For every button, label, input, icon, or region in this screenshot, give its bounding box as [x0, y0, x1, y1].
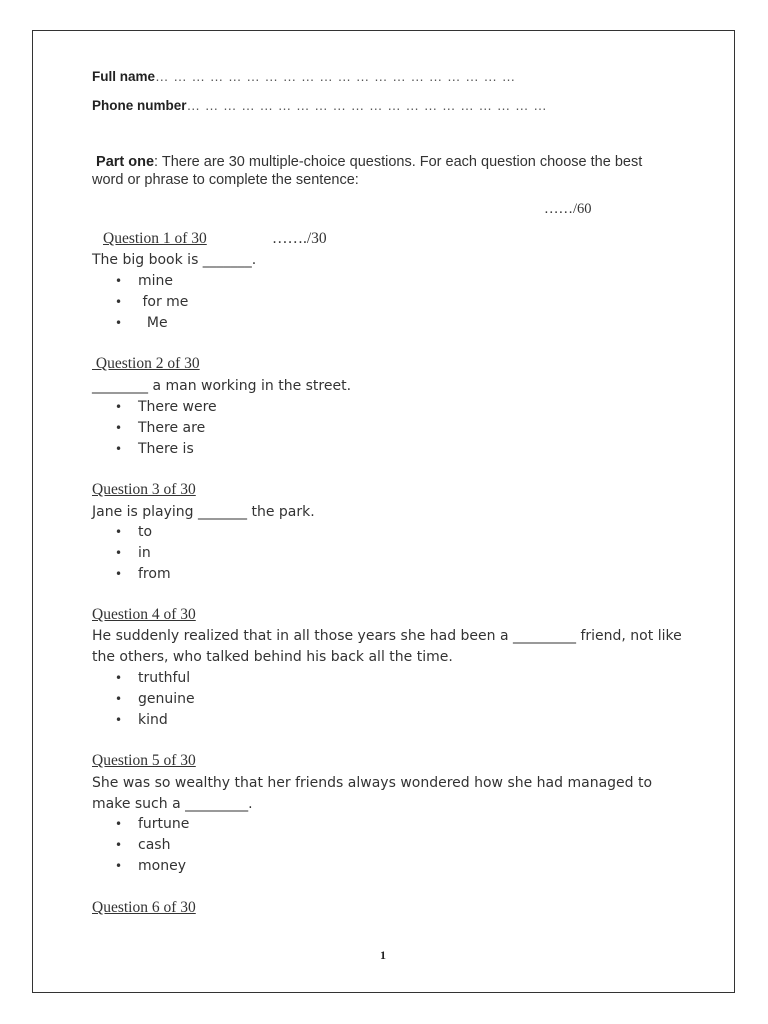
question-1-stem: The big book is _______.	[92, 252, 257, 268]
bullet-icon: •	[115, 442, 123, 456]
part-one-score: ……/60	[544, 201, 592, 217]
list-item: • furtune	[138, 814, 189, 835]
bullet-icon: •	[115, 274, 123, 288]
bullet-icon: •	[115, 671, 123, 685]
list-item: • genuine	[138, 689, 195, 710]
question-2-options	[115, 397, 217, 460]
question-1-options	[115, 271, 189, 334]
bullet-icon: •	[115, 859, 123, 873]
question-4-options	[115, 668, 195, 731]
page-number: 1	[380, 948, 386, 962]
question-1-score: ……./30	[272, 230, 327, 247]
list-item: • kind	[138, 710, 195, 731]
question-5-stem: She was so wealthy that her friends always wondered how she had managed to make such a _________.	[92, 775, 653, 812]
question-3-title: Question 3 of 30	[92, 481, 196, 498]
full-name-label: Full name	[92, 69, 156, 84]
bullet-icon: •	[115, 567, 123, 581]
part-one-instructions	[92, 153, 672, 189]
bullet-icon: •	[115, 838, 123, 852]
question-4-stem: He suddenly realized that in all those years she had been a _________ friend, not like the others, who talked behind his back all the time.	[92, 628, 682, 665]
bullet-icon: •	[115, 421, 123, 435]
bullet-icon: •	[115, 713, 123, 727]
list-item: • Me	[138, 313, 188, 334]
question-3-stem: Jane is playing _______ the park.	[92, 504, 315, 520]
question-2-title: Question 2 of 30	[92, 355, 200, 372]
question-2-stem: ________ a man working in the street.	[92, 378, 352, 394]
bullet-icon: •	[115, 316, 123, 330]
phone-number-field	[92, 98, 547, 113]
question-5-title: Question 5 of 30	[92, 752, 196, 769]
bullet-icon: •	[115, 400, 123, 414]
bullet-icon: •	[115, 817, 123, 831]
full-name-dots: … … … … … … … … … … … … … … … … … … … …	[155, 69, 516, 84]
list-item: • truthful	[138, 668, 195, 689]
full-name-field	[92, 69, 516, 84]
bullet-icon: •	[115, 295, 123, 309]
part-one-text: : There are 30 multiple-choice questions. For each question choose the best word or phrase to complete the sentence:	[92, 154, 643, 188]
question-1-title: Question 1 of 30	[103, 230, 207, 247]
list-item: • to	[138, 522, 171, 543]
part-one-label: Part one	[96, 154, 155, 170]
list-item: • There is	[138, 439, 217, 460]
question-6-title: Question 6 of 30	[92, 899, 196, 916]
list-item: • money	[138, 856, 189, 877]
list-item: • There were	[138, 397, 217, 418]
phone-number-label: Phone number	[92, 98, 187, 113]
list-item: • mine	[138, 271, 188, 292]
question-4-title: Question 4 of 30	[92, 606, 196, 623]
list-item: • from	[138, 564, 171, 585]
question-5-options	[115, 814, 190, 877]
phone-number-dots: … … … … … … … … … … … … … … … … … … … …	[186, 98, 548, 113]
list-item: • for me	[138, 292, 188, 313]
list-item: • cash	[138, 835, 189, 856]
list-item: • There are	[138, 418, 217, 439]
question-3-options	[115, 522, 171, 585]
bullet-icon: •	[115, 525, 123, 539]
list-item: • in	[138, 543, 171, 564]
bullet-icon: •	[115, 546, 123, 560]
bullet-icon: •	[115, 692, 123, 706]
